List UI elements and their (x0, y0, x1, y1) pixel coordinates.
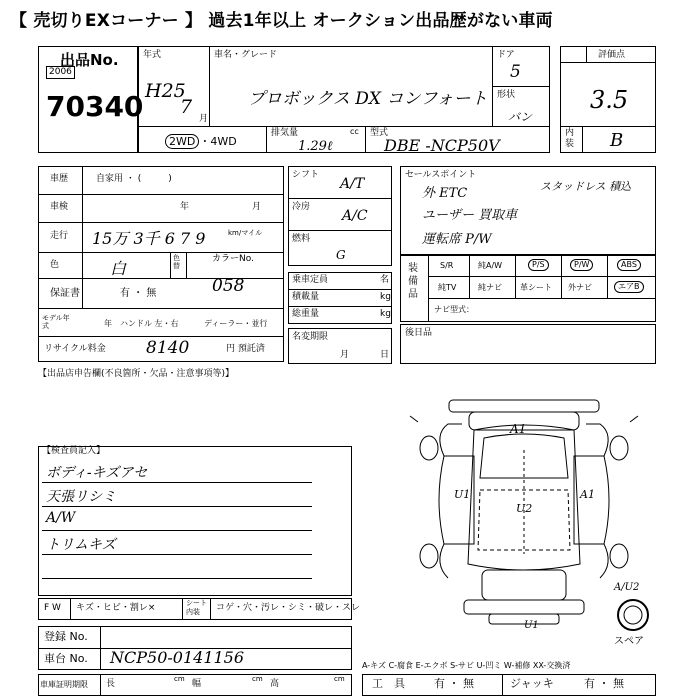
shift-value: A/T (340, 176, 365, 192)
history-value: 自家用 ・ ( ) (96, 174, 172, 184)
reg-deadline-label: 名変期限 (292, 332, 329, 342)
color-change-label: 色替 (173, 254, 180, 270)
model-year-label: モデル年式 (42, 314, 70, 330)
equip-leather: 革シート (520, 283, 552, 292)
model-year-handle: ハンドル 左・右 (120, 319, 179, 328)
interior-label: 内装 (565, 128, 575, 149)
fuel-label: 燃料 (292, 234, 311, 244)
certificate-label: 車庫証明期限 (40, 680, 88, 689)
shift-label: シフト (292, 170, 320, 180)
equip-tv: 純TV (438, 283, 457, 292)
recycle-value: 8140 (146, 338, 190, 358)
diagram-mark-rear-corner: A/U2 (614, 582, 640, 593)
equip-alloy: 純A/W (478, 261, 503, 270)
jack-value: 有 ・ 無 (584, 677, 624, 690)
equip-abs: ABS (617, 259, 641, 271)
drive-2wd: 2WD (165, 134, 199, 149)
year-month-suffix: 月 (199, 114, 209, 124)
spare-label: スペア (614, 636, 644, 647)
mileage-value: 15万 3千 6 7 9 (92, 229, 206, 248)
tools-value: 有 ・ 無 (434, 677, 474, 690)
inspector-line-1: ボディ-キズアセ (46, 465, 148, 481)
model-code-label: 型式 (370, 128, 389, 138)
lot-label: 出品No. (60, 51, 119, 69)
color-no: 058 (212, 276, 245, 296)
sales-point-3: ユーザー 買取車 (422, 208, 518, 223)
equip-airbag: エアB (614, 281, 644, 293)
model-label: 車名・グレード (214, 50, 278, 60)
equip-ps: P/S (528, 259, 549, 271)
year-label: 年式 (143, 50, 162, 60)
color-no-label: カラーNo. (212, 254, 254, 264)
certificate-unit-2: cm (252, 675, 263, 683)
certificate-width: 幅 (192, 679, 202, 689)
color-value: 白 (110, 259, 127, 278)
capacity-unit: 名 (380, 275, 390, 285)
color-label: 色 (50, 260, 60, 270)
tools-label: 工 具 (372, 677, 405, 690)
drive-4wd: 4WD (210, 135, 237, 148)
registration-label: 登録 No. (44, 630, 88, 643)
shape-value: バン (508, 110, 533, 124)
sales-point-2: スタッドレス 積込 (540, 180, 632, 193)
model-year-year: 年 (104, 319, 112, 328)
load-unit: kg (380, 292, 391, 302)
sheet-title: 【 売切りEXコーナー 】 過去1年以上 オークション出品歴がない車両 (10, 11, 553, 31)
jack-label: ジャッキ (510, 677, 554, 690)
recycle-label: リサイクル料金 (44, 344, 106, 354)
equip-pw: P/W (570, 259, 593, 271)
inspector-line-4: トリムキズ (46, 537, 116, 553)
damage-scratch: キズ・ヒビ・割レ× (76, 603, 156, 613)
equip-navi: 純ナビ (478, 283, 502, 292)
fuel-value: G (336, 248, 346, 262)
displacement-value: 1.29ℓ (298, 139, 333, 154)
damage-seat-label: シート内装 (186, 599, 207, 616)
chassis-value: NCP50-0141156 (110, 648, 245, 667)
sales-point-4: 運転席 P/W (422, 232, 492, 247)
diagram-mark-roof: A1 (510, 422, 527, 436)
sales-point-1: 外 ETC (422, 186, 468, 201)
model-year-dealer: ディーラー・並行 (204, 319, 268, 328)
reg-deadline-month: 月 (340, 350, 350, 360)
warranty-label: 保証書 (50, 288, 80, 299)
inspection-year: 年 (180, 202, 190, 212)
model-value: プロボックス DX コンフォート (248, 89, 488, 109)
diagram-mark-rear-bottom: U1 (524, 620, 539, 631)
damage-items: コゲ・穴・汚レ・シミ・破レ・スレ (216, 603, 361, 613)
diagram-mark-left: U1 (454, 488, 471, 501)
displacement-label: 排気量 (271, 128, 299, 138)
damage-fw: F W (44, 603, 61, 613)
damage-legend: A-キズ C-腐食 E-エクボ S-サビ U-凹ミ W-補修 XX-交換済 (362, 661, 571, 670)
certificate-unit-3: cm (334, 675, 345, 683)
after-note-box (400, 324, 656, 364)
doors-label: ドア (497, 50, 515, 60)
certificate-unit-1: cm (174, 675, 185, 683)
seller-notes-label: 【出品店申告欄(不良箇所・欠品・注意事項等)】 (38, 369, 235, 379)
displacement-unit: cc (350, 127, 359, 136)
equip-sr: S/R (440, 261, 454, 270)
recycle-unit: 円 預託済 (226, 344, 265, 354)
inspector-line-3: A/W (46, 510, 76, 526)
interior-value: B (610, 130, 624, 151)
doors-value: 5 (510, 62, 521, 82)
year-month: 7 (180, 96, 193, 118)
sales-points-label: セールスポイント (405, 170, 477, 180)
cooling-label: 冷房 (292, 202, 311, 212)
after-note-label: 後日品 (405, 328, 433, 338)
reg-deadline-day: 日 (380, 350, 390, 360)
equip-ext-navi: 外ナビ (568, 283, 592, 292)
certificate-height: 高 (270, 679, 280, 689)
lot-year-tag: 2006 (46, 66, 75, 79)
inspection-label: 車検 (50, 202, 69, 212)
history-label: 車歴 (50, 174, 69, 184)
score-value: 3.5 (590, 86, 629, 114)
diagram-mark-center: U2 (516, 502, 533, 515)
inspector-label: 【検査員記入】 (42, 446, 106, 456)
mileage-unit: km/マイル (228, 229, 263, 237)
shape-label: 形状 (497, 90, 516, 100)
gross-unit: kg (380, 309, 391, 319)
lot-number: 70340 (46, 90, 144, 123)
cooling-value: A/C (342, 208, 368, 224)
chassis-label: 車台 No. (44, 652, 88, 665)
certificate-length: 長 (106, 679, 116, 689)
load-label: 積載量 (292, 292, 320, 302)
capacity-label: 乗車定員 (292, 275, 329, 285)
mileage-label: 走行 (50, 231, 69, 241)
drive-separator: ・ (199, 135, 211, 148)
year-era: H25 (145, 80, 186, 102)
inspector-line-2: 天張リシミ (46, 489, 116, 505)
gross-label: 総重量 (292, 309, 320, 319)
diagram-mark-right: A1 (580, 488, 595, 501)
score-label: 評価点 (598, 50, 626, 60)
navi-model-label: ナビ型式： (434, 305, 474, 314)
inspection-month: 月 (252, 202, 262, 212)
model-code-value: DBE -NCP50V (384, 136, 500, 155)
warranty-value: 有 ・ 無 (120, 288, 157, 299)
equipment-label: 装備品 (408, 263, 418, 300)
